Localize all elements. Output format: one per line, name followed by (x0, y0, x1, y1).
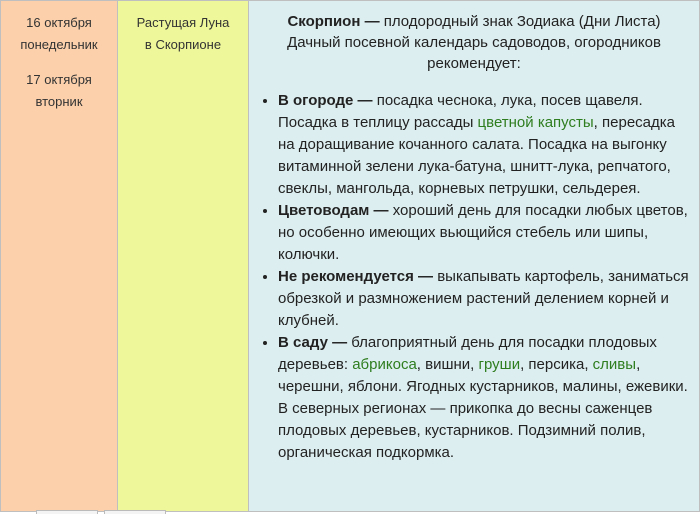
orchard-text-2: , вишни, (416, 356, 479, 373)
garden-text-1: посадка чеснока, лука, посев щавеля. Посадка в теплицу рассады (278, 92, 643, 131)
apricot-link[interactable]: абрикоса (352, 356, 417, 373)
orchard-title: В саду — (278, 334, 348, 351)
date-1-weekday: понедельник (20, 37, 98, 52)
date-2-day: 17 октября (26, 72, 92, 87)
moon-phase-column (118, 0, 249, 512)
not-recommended-title: Не рекомендуется — (278, 268, 434, 285)
header-subtitle: Дачный посевной календарь садоводов, огородников (287, 34, 661, 51)
header-recommends: рекомендует: (427, 55, 521, 72)
bottom-tab-2[interactable] (104, 510, 166, 514)
not-recommended-text: выкапывать картофель, заниматься обрезкой и размножением растений делением корней и клубней. (278, 268, 689, 329)
recommendations-header (249, 1, 699, 74)
orchard-text-1: благоприятный день для посадки плодовых деревьев: (278, 334, 657, 373)
pear-link[interactable]: груши (478, 356, 521, 373)
list-item-flowers (278, 200, 693, 266)
date-1 (1, 12, 117, 56)
zodiac-description: плодородный знак Зодиака (Дни Листа) (379, 13, 661, 30)
orchard-text-4: , черешни, яблони. Ягодных кустарников, малины, ежевики. В северных регионах — прикопка до весны саженцев плодовых деревьев, кустарников. Подзимний полив, органическая подкормка. (278, 356, 688, 461)
dates-column (0, 0, 118, 512)
list-item-not-recommended (278, 266, 693, 332)
plum-link[interactable]: сливы (592, 356, 637, 373)
moon-phase: Растущая Луна (136, 15, 230, 30)
zodiac-sign: Скорпион — (287, 13, 380, 30)
recommendations-column (249, 0, 700, 512)
orchard-text-3: , персика, (520, 356, 593, 373)
bottom-tab-1[interactable] (36, 510, 98, 514)
flowers-text: хороший день для посадки любых цветов, но особенно имеющих вьющийся стебель или шипы, колючки. (278, 202, 688, 263)
date-1-day: 16 октября (26, 15, 92, 30)
date-2-weekday: вторник (35, 94, 83, 109)
date-2 (1, 69, 117, 113)
cauliflower-link[interactable]: цветной капусты (477, 114, 594, 131)
list-item-orchard (278, 332, 693, 464)
list-item-garden (278, 90, 693, 200)
garden-text-2: , пересадка на доращивание кочанного салата. Посадка на выгонку витаминной зелени лука-батуна, шнитт-лука, репчатого, свеклы, мангольда, корневых петрушки, сельдерея. (278, 114, 675, 197)
moon-sign: в Скорпионе (144, 37, 222, 52)
garden-title: В огороде — (278, 92, 373, 109)
flowers-title: Цветоводам — (278, 202, 389, 219)
recommendations-list (249, 90, 699, 464)
